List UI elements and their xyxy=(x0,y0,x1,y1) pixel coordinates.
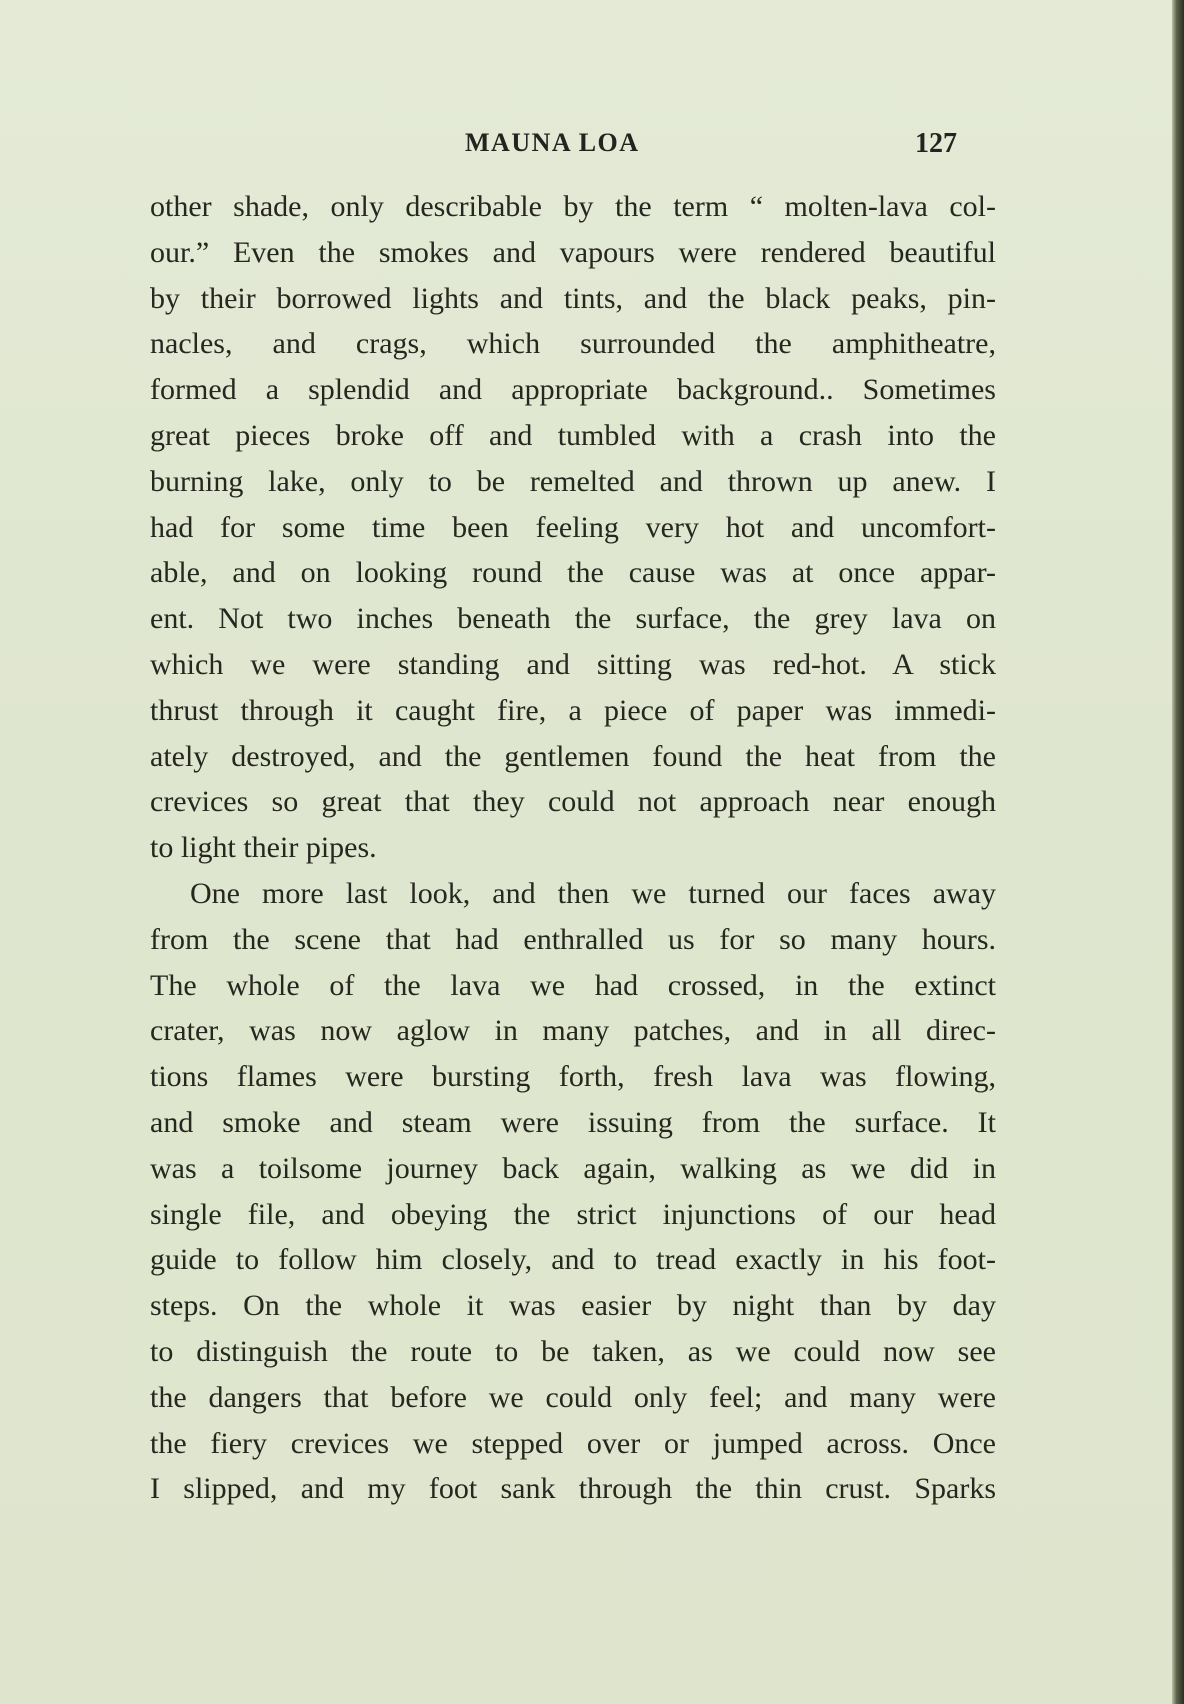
text-line: burning lake, only to be remelted and thrown up anew. I xyxy=(150,464,996,498)
text-line: the fiery crevices we stepped over or jumped across. Once xyxy=(150,1426,996,1460)
text-line: great pieces broke off and tumbled with a crash into the xyxy=(150,418,996,452)
paragraph-1 xyxy=(150,184,996,871)
text-line: nacles, and crags, which surrounded the amphitheatre, xyxy=(150,327,996,361)
text-line: had for some time been feeling very hot and uncomfort- xyxy=(150,510,996,544)
text-line: and smoke and steam were issuing from the surface. It xyxy=(150,1105,996,1139)
page-number: 127 xyxy=(915,128,957,159)
text-line: our.” Even the smokes and vapours were rendered beautiful xyxy=(150,235,996,269)
text-line: ately destroyed, and the gentlemen found the heat from the xyxy=(150,739,996,773)
text-line: tions flames were bursting forth, fresh lava was flowing, xyxy=(150,1060,996,1094)
text-line: One more last look, and then we turned our faces away xyxy=(190,876,996,910)
running-title: MAUNA LOA xyxy=(465,128,640,157)
text-line: steps. On the whole it was easier by night than by day xyxy=(150,1289,996,1323)
text-line: from the scene that had enthralled us for so many hours. xyxy=(150,922,996,956)
text-line: was a toilsome journey back again, walking as we did in xyxy=(150,1151,996,1185)
text-line: single file, and obeying the strict injunctions of our head xyxy=(150,1197,996,1231)
text-line: crater, was now aglow in many patches, and in all direc- xyxy=(150,1014,996,1048)
text-line: ent. Not two inches beneath the surface, the grey lava on xyxy=(150,602,996,636)
text-line: I slipped, and my foot sank through the thin crust. Sparks xyxy=(150,1472,996,1506)
text-line: guide to follow him closely, and to tread exactly in his foot- xyxy=(150,1243,996,1277)
text-line: the dangers that before we could only feel; and many were xyxy=(150,1380,996,1414)
text-line: to light their pipes. xyxy=(150,831,377,865)
text-line: thrust through it caught fire, a piece of paper was immedi- xyxy=(150,693,996,727)
text-line: formed a splendid and appropriate background.. Sometimes xyxy=(150,373,996,407)
page-edge xyxy=(1172,0,1184,1704)
body-text xyxy=(150,184,996,1512)
text-line: crevices so great that they could not approach near enough xyxy=(150,785,996,819)
text-line: able, and on looking round the cause was at once appar- xyxy=(150,556,996,590)
paragraph-2 xyxy=(150,871,996,1512)
text-line: by their borrowed lights and tints, and the black peaks, pin- xyxy=(150,281,996,315)
text-line: to distinguish the route to be taken, as we could now see xyxy=(150,1334,996,1368)
text-line: The whole of the lava we had crossed, in the extinct xyxy=(150,968,996,1002)
text-line: other shade, only describable by the term “ molten-lava col- xyxy=(150,190,996,223)
text-line: which we were standing and sitting was red-hot. A stick xyxy=(150,647,996,681)
running-head xyxy=(0,128,1172,168)
